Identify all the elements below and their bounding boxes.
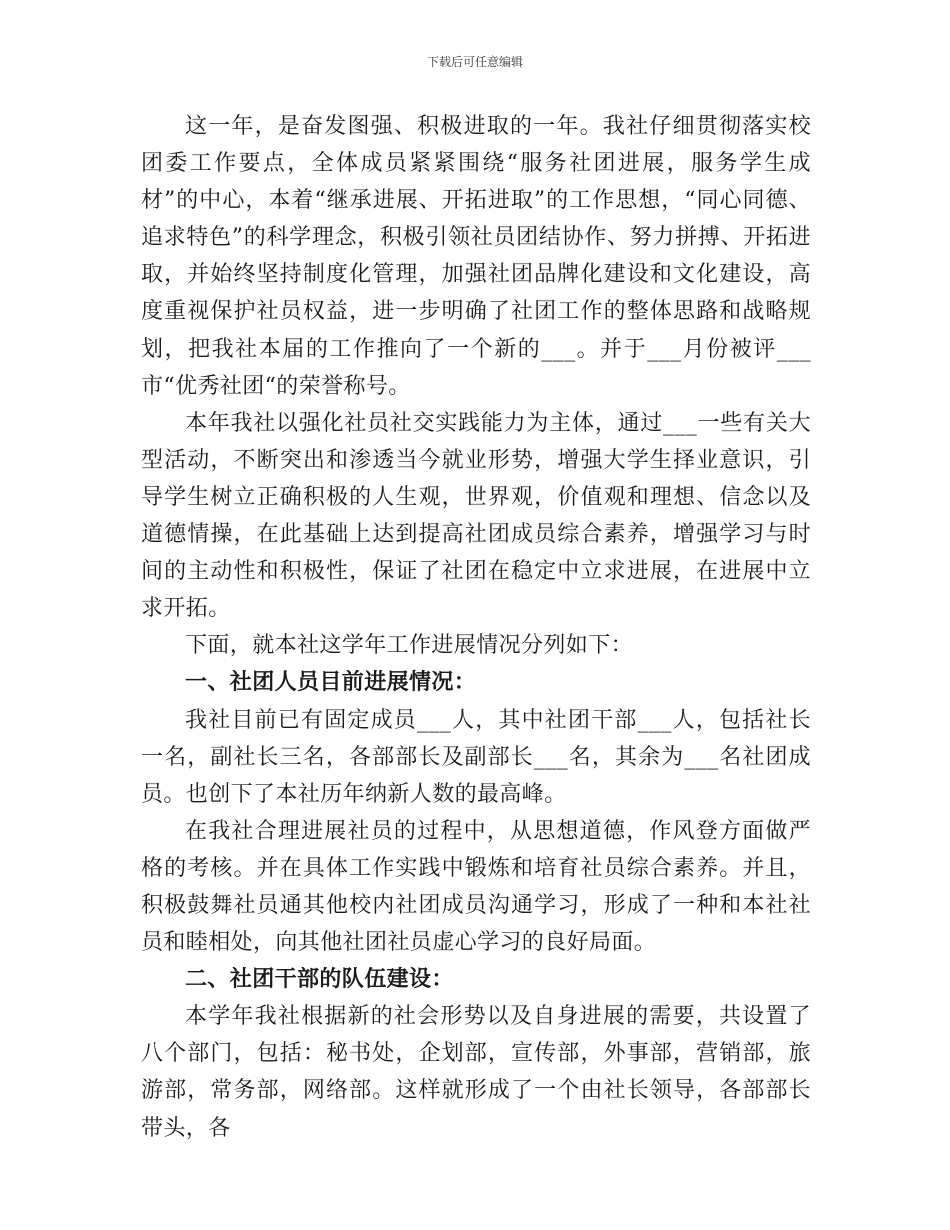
paragraph-departments: 本学年我社根据新的社会形势以及自身进展的需要，共设置了八个部门，包括：秘书处，企划部，宣传部，外事部，营销部，旅游部，常务部，网络部。这样就形成了一个由社长领导，各部部长带头，各 [141,1004,811,1141]
paragraph-member-development: 在我社合理进展社员的过程中，从思想道德，作风登方面做严格的考核。并在具体工作实践中锻炼和培育社员综合素养。并且，积极鼓舞社员通其他校内社团成员沟通学习，形成了一种和本社社员和睦相处，向其他社团社员虚心学习的良好局面。 [141,818,811,956]
paragraph-member-count: 我社目前已有固定成员___人，其中社团干部___人，包括社长一名，副社长三名，各部部长及副部长___名，其余为___名社团成员。也创下了本社历年纳新人数的最高峰。 [141,707,811,807]
paragraph-overview: 下面，就本社这学年工作进展情况分列如下： [185,633,634,659]
page-header: 下载后可任意编辑 [426,55,523,69]
document-body [141,108,811,1147]
paragraph-intro: 这一年，是奋发图强、积极进取的一年。我社仔细贯彻落实校团委工作要点，全体成员紧紧围绕“服务社团进展，服务学生成材”的中心，本着“继承进展、开拓进取”的工作思想，“同心同德、追求特色”的科学理念，积极引领社员团结协作、努力拼搏、开拓进取，并始终坚持制度化管理，加强社团品牌化建设和文化建设，高度重视保护社员权益，进一步明确了社团工作的整体思路和战略规划，把我社本届的工作推向了一个新的___。并于___月份被评___市“优秀社团“的荣誉称号。 [141,114,811,399]
section-heading-cadres: 二、社团干部的队伍建设： [185,967,454,993]
section-heading-members: 一、社团人员目前进展情况： [185,670,477,696]
paragraph-activities: 本年我社以强化社员社交实践能力为主体，通过___一些有关大型活动，不断突出和渗透当今就业形势，增强大学生择业意识，引导学生树立正确积极的人生观，世界观，价值观和理想、信念以及道德情操，在此基础上达到提高社团成员综合素养，增强学习与时间的主动性和积极性，保证了社团在稳定中立求进展，在进展中立求开拓。 [141,410,811,622]
